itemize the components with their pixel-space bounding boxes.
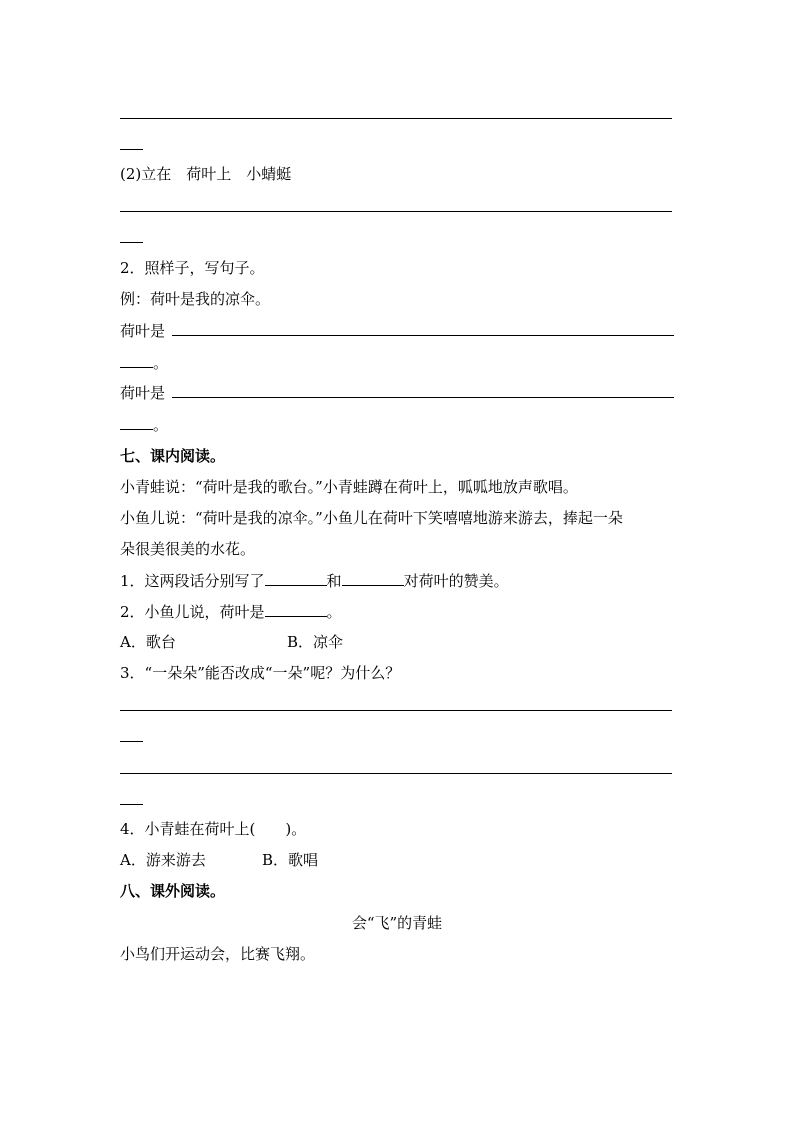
- story-paragraph: 小鸟们开运动会，比赛飞翔。: [120, 945, 316, 963]
- sentence-end: [120, 352, 168, 374]
- answer-line: [120, 211, 672, 212]
- answer-line-end: [120, 741, 143, 742]
- section-title: 七、课内阅读。: [120, 447, 226, 465]
- blank[interactable]: [265, 600, 327, 617]
- reading-paragraph: 小鱼儿说：“荷叶是我的凉伞。”小鱼儿在荷叶下笑嘻嘻地游来游去，捧起一朵: [120, 509, 623, 527]
- section-title: 八、课外阅读。: [120, 882, 226, 900]
- option-b: B．歌唱: [262, 851, 319, 869]
- answer-line: [120, 710, 672, 711]
- question-3: 3．“一朵朵”能否改成“一朵”呢？为什么？: [120, 664, 401, 682]
- option-b: B．凉伞: [287, 633, 344, 651]
- question-text: 。: [326, 603, 342, 621]
- example-sentence: 例：荷叶是我的凉伞。: [120, 290, 271, 308]
- fill-line: [172, 397, 674, 398]
- question-text: 2．小鱼儿说，荷叶是: [120, 603, 265, 621]
- answer-line: [120, 118, 672, 119]
- period: 。: [153, 354, 169, 372]
- prompt-text: 荷叶是: [120, 384, 166, 402]
- question-text: 1．这两段话分别写了: [120, 572, 265, 590]
- sentence-end: [120, 414, 168, 436]
- reading-paragraph: 小青蛙说：“荷叶是我的歌台。”小青蛙蹲在荷叶上，呱呱地放声歌唱。: [120, 478, 578, 496]
- question-title: 2．照样子，写句子。: [120, 259, 265, 277]
- answer-line-end: [120, 242, 143, 243]
- answer-line-end: [120, 149, 143, 150]
- fill-line-end: [120, 353, 153, 368]
- word-order-item-2: (2)立在 荷叶上 小蜻蜓: [120, 165, 292, 183]
- sentence-prompt: [120, 320, 674, 342]
- reading-paragraph-cont: 朵很美很美的水花。: [120, 540, 256, 558]
- question-2: [120, 600, 342, 622]
- question-text: 对荷叶的赞美。: [403, 572, 509, 590]
- period: 。: [153, 416, 169, 434]
- question-text: 和: [326, 572, 342, 590]
- sentence-prompt: [120, 382, 674, 404]
- blank-2[interactable]: [342, 569, 404, 586]
- blank-1[interactable]: [265, 569, 327, 586]
- question-4: 4．小青蛙在荷叶上( )。: [120, 820, 307, 838]
- story-title: 会“飞”的青蛙: [351, 914, 443, 932]
- option-a: A．歌台: [120, 633, 176, 651]
- option-a: A．游来游去: [120, 851, 206, 869]
- answer-line: [120, 773, 672, 774]
- answer-line-end: [120, 804, 143, 805]
- prompt-text: 荷叶是: [120, 322, 166, 340]
- fill-line: [172, 335, 674, 336]
- fill-line-end: [120, 415, 153, 430]
- question-1: [120, 569, 509, 591]
